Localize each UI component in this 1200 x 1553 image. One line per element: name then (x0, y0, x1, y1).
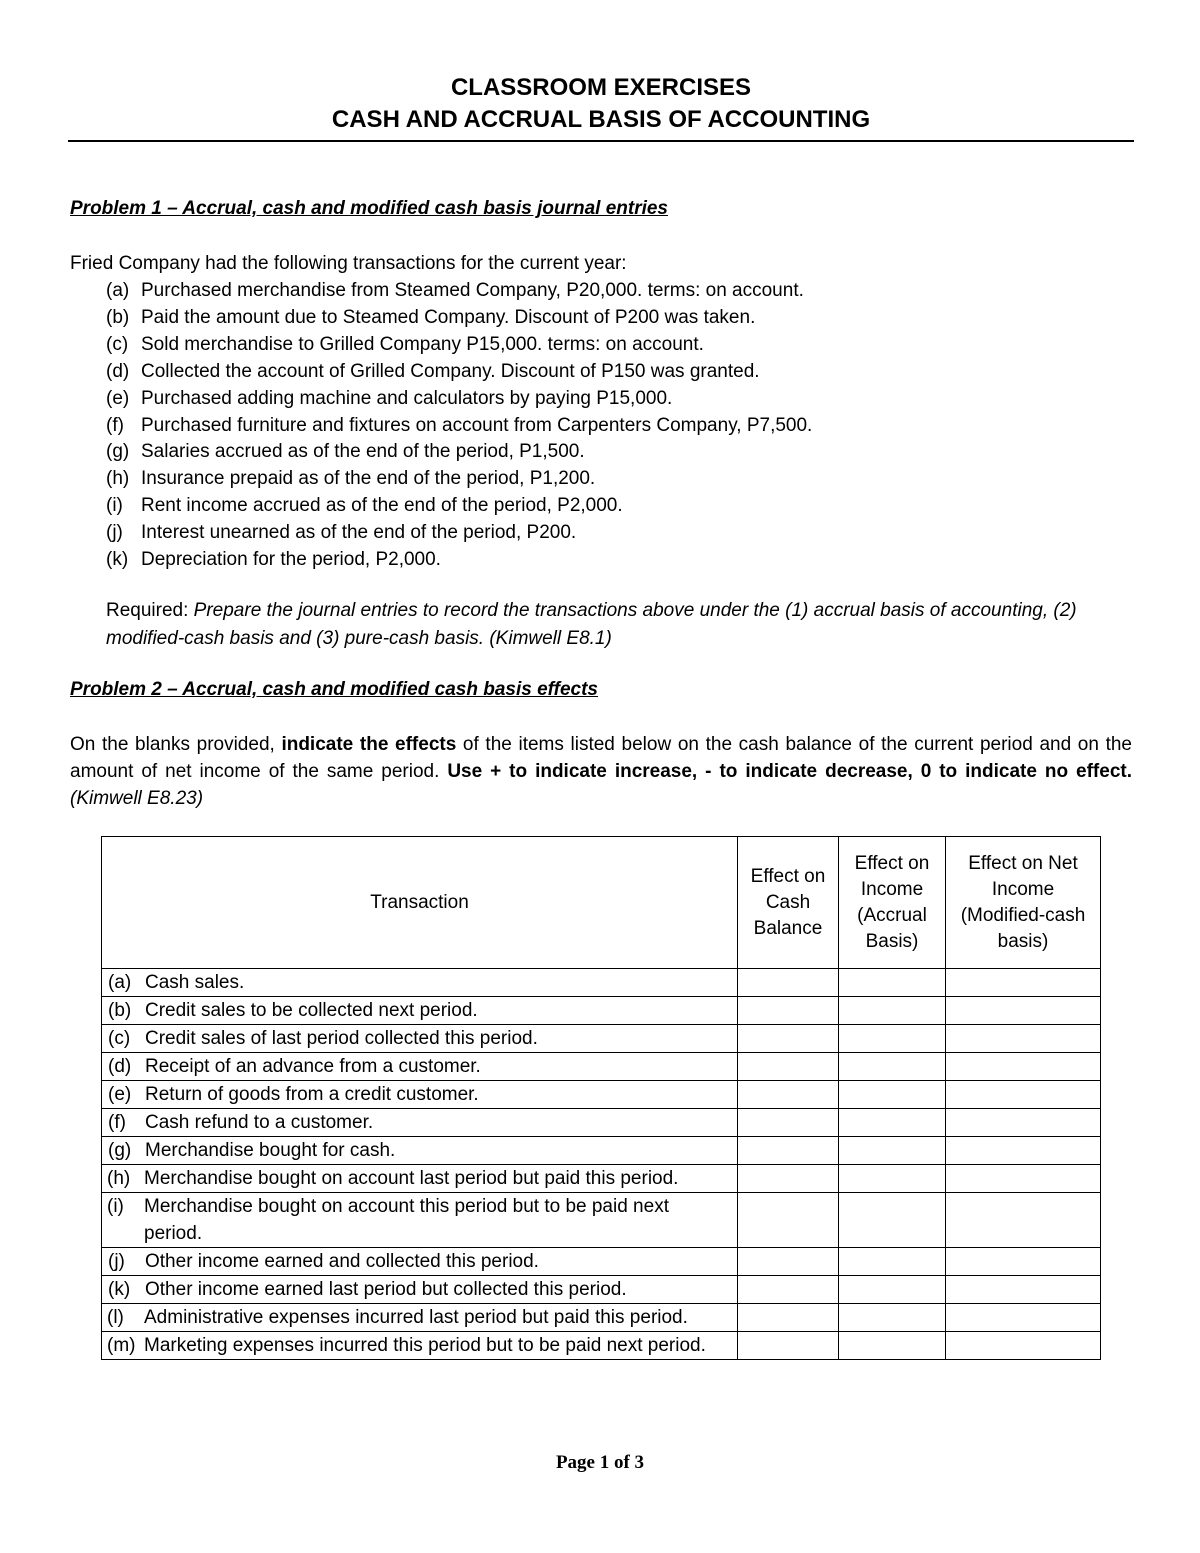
effect-cash-cell[interactable] (738, 1193, 839, 1248)
row-label: (a) (108, 972, 132, 993)
transaction-cell (102, 1081, 738, 1109)
effect-income-accrual-cell[interactable] (839, 1025, 946, 1053)
table-row (102, 1193, 1101, 1248)
effect-income-accrual-cell[interactable] (839, 1053, 946, 1081)
problem-1-heading: Problem 1 – Accrual, cash and modified cash basis journal entries (70, 198, 668, 219)
effect-income-accrual-cell[interactable] (839, 1276, 946, 1304)
transaction-label: (g) (106, 441, 130, 463)
table-row (102, 1165, 1101, 1193)
transaction-cell (102, 1276, 738, 1304)
transaction-item (106, 413, 812, 440)
problem-1-transaction-list (106, 278, 812, 574)
transaction-label: (a) (106, 280, 130, 301)
effect-cash-cell[interactable] (738, 1053, 839, 1081)
effect-net-income-modified-cell[interactable] (946, 1193, 1101, 1248)
transaction-cell (102, 1109, 738, 1137)
problem-1-required (106, 597, 1134, 653)
transaction-text: Sold merchandise to Grilled Company P15,000. terms: on account. (141, 333, 704, 355)
transaction-text: Depreciation for the period, P2,000. (141, 549, 441, 571)
table-row (102, 1025, 1101, 1053)
transaction-label: (b) (106, 306, 130, 328)
row-label: (f) (108, 1112, 126, 1133)
table-row (102, 1276, 1101, 1304)
transaction-cell (102, 997, 738, 1025)
problem-2-heading: Problem 2 – Accrual, cash and modified cash basis effects (70, 679, 598, 700)
effect-net-income-modified-cell[interactable] (946, 1025, 1101, 1053)
row-label: (c) (108, 1028, 131, 1049)
table-row (102, 1248, 1101, 1276)
header-cash-balance: Effect on Cash Balance (738, 837, 839, 969)
effect-cash-cell[interactable] (738, 1109, 839, 1137)
row-text: Credit sales to be collected next period. (145, 1000, 478, 1021)
row-text: Other income earned and collected this period. (145, 1251, 539, 1272)
table-row (102, 997, 1101, 1025)
transaction-cell (102, 1248, 738, 1276)
row-label: (h) (107, 1168, 131, 1189)
effect-cash-cell[interactable] (738, 1304, 839, 1332)
effect-cash-cell[interactable] (738, 1165, 839, 1193)
intro-text-2: of the items listed below on the cash balance of the current period and on the amount of net income of the same period. (70, 734, 1132, 782)
effect-net-income-modified-cell[interactable] (946, 1276, 1101, 1304)
row-label: (g) (108, 1140, 132, 1161)
transaction-text: Salaries accrued as of the end of the period, P1,500. (141, 441, 585, 463)
row-text: Receipt of an advance from a customer. (145, 1056, 481, 1077)
effect-net-income-modified-cell[interactable] (946, 1053, 1101, 1081)
problem-1-intro: Fried Company had the following transactions for the current year: (70, 253, 627, 274)
title-line-2: CASH AND ACCRUAL BASIS OF ACCOUNTING (331, 106, 871, 133)
transaction-item (106, 305, 812, 332)
intro-reference: (Kimwell E8.23) (70, 788, 204, 809)
transaction-label: (k) (106, 549, 129, 571)
required-text: Prepare the journal entries to record the transactions above under the (1) accrual basis of accounting, (2) modified-cash basis and (3) pure-cash basis. (Kimwell E8.1) (106, 600, 1077, 649)
table-row (102, 1137, 1101, 1165)
transaction-label: (f) (106, 414, 124, 436)
effect-net-income-modified-cell[interactable] (946, 1081, 1101, 1109)
transaction-label: (c) (106, 333, 129, 355)
transaction-cell (102, 969, 738, 997)
row-label: (d) (108, 1056, 132, 1077)
row-text: Merchandise bought on account last period but paid this period. (144, 1168, 679, 1189)
row-text: Cash refund to a customer. (145, 1112, 374, 1133)
transaction-label: (h) (106, 468, 130, 490)
transaction-item (106, 520, 812, 547)
header-transaction: Transaction (102, 837, 738, 969)
effect-income-accrual-cell[interactable] (839, 1332, 946, 1360)
effect-net-income-modified-cell[interactable] (946, 997, 1101, 1025)
effect-cash-cell[interactable] (738, 969, 839, 997)
row-text: Merchandise bought on account this period but to be paid next period. (144, 1196, 669, 1244)
row-text: Return of goods from a credit customer. (145, 1084, 479, 1105)
effects-table-body (102, 969, 1101, 1360)
transaction-text: Interest unearned as of the end of the period, P200. (141, 522, 577, 544)
row-label: (e) (108, 1084, 132, 1105)
transaction-text: Purchased adding machine and calculators by paying P15,000. (141, 387, 673, 409)
intro-bold-legend: Use + to indicate increase, - to indicate decrease, 0 to indicate no effect. (447, 761, 1132, 782)
title-divider (68, 140, 1134, 142)
row-text: Marketing expenses incurred this period but to be paid next period. (144, 1335, 706, 1356)
row-text: Administrative expenses incurred last period but paid this period. (144, 1307, 688, 1328)
row-label: (m) (107, 1335, 136, 1356)
transaction-item (106, 332, 812, 359)
effect-cash-cell[interactable] (738, 1276, 839, 1304)
row-label: (l) (107, 1307, 124, 1328)
intro-text: On the blanks provided, (70, 734, 282, 755)
row-text: Merchandise bought for cash. (145, 1140, 396, 1161)
effect-net-income-modified-cell[interactable] (946, 1165, 1101, 1193)
effect-cash-cell[interactable] (738, 997, 839, 1025)
transaction-cell (102, 1332, 738, 1360)
transaction-cell (102, 1193, 738, 1248)
effect-income-accrual-cell[interactable] (839, 997, 946, 1025)
problem-2-intro (70, 731, 1132, 812)
transaction-cell (102, 1137, 738, 1165)
page-number: Page 1 of 3 (555, 1452, 645, 1473)
row-label: (b) (108, 1000, 132, 1021)
required-label: Required: (106, 600, 189, 621)
transaction-label: (j) (106, 522, 123, 544)
header-income-accrual: Effect on Income (Accrual Basis) (839, 837, 946, 969)
transaction-text: Paid the amount due to Steamed Company. Discount of P200 was taken. (141, 306, 756, 328)
transaction-text: Rent income accrued as of the end of the period, P2,000. (141, 495, 623, 517)
document-title (68, 72, 1134, 136)
table-row (102, 1081, 1101, 1109)
table-row (102, 1332, 1101, 1360)
effect-income-accrual-cell[interactable] (839, 1193, 946, 1248)
transaction-item (106, 386, 812, 413)
effect-income-accrual-cell[interactable] (839, 1304, 946, 1332)
transaction-text: Collected the account of Grilled Company. Discount of P150 was granted. (141, 360, 760, 382)
effects-table-header (102, 837, 1101, 969)
effect-net-income-modified-cell[interactable] (946, 1332, 1101, 1360)
header-net-income-modified: Effect on Net Income (Modified-cash basis) (946, 837, 1101, 969)
effects-table (101, 836, 1101, 1360)
effect-cash-cell[interactable] (738, 1081, 839, 1109)
table-row (102, 969, 1101, 997)
transaction-label: (e) (106, 387, 130, 409)
effect-cash-cell[interactable] (738, 1332, 839, 1360)
effect-net-income-modified-cell[interactable] (946, 1248, 1101, 1276)
transaction-label: (i) (106, 495, 123, 517)
table-row (102, 1053, 1101, 1081)
transaction-item (106, 359, 812, 386)
effect-cash-cell[interactable] (738, 1137, 839, 1165)
intro-bold-effects: indicate the effects (281, 734, 457, 755)
transaction-item (106, 493, 812, 520)
row-label: (j) (108, 1251, 125, 1272)
row-text: Cash sales. (145, 972, 245, 993)
effect-net-income-modified-cell[interactable] (946, 1109, 1101, 1137)
transaction-cell (102, 1025, 738, 1053)
transaction-cell (102, 1304, 738, 1332)
effect-cash-cell[interactable] (738, 1025, 839, 1053)
effect-net-income-modified-cell[interactable] (946, 1304, 1101, 1332)
transaction-item (106, 547, 812, 574)
transaction-item (106, 439, 812, 466)
row-label: (k) (108, 1279, 131, 1300)
effect-income-accrual-cell[interactable] (839, 969, 946, 997)
effect-net-income-modified-cell[interactable] (946, 1137, 1101, 1165)
transaction-cell (102, 1165, 738, 1193)
title-line-1: CLASSROOM EXERCISES (450, 74, 752, 101)
effect-income-accrual-cell[interactable] (839, 1137, 946, 1165)
transaction-item (106, 466, 812, 493)
transaction-text: Purchased furniture and fixtures on account from Carpenters Company, P7,500. (141, 414, 813, 436)
table-row (102, 1109, 1101, 1137)
effect-net-income-modified-cell[interactable] (946, 969, 1101, 997)
transaction-text: Insurance prepaid as of the end of the period, P1,200. (141, 468, 596, 490)
effect-income-accrual-cell[interactable] (839, 1109, 946, 1137)
table-row (102, 1304, 1101, 1332)
effect-income-accrual-cell[interactable] (839, 1081, 946, 1109)
transaction-cell (102, 1053, 738, 1081)
effect-income-accrual-cell[interactable] (839, 1248, 946, 1276)
transaction-text: Purchased merchandise from Steamed Company, P20,000. terms: on account. (141, 280, 804, 301)
row-text: Other income earned last period but collected this period. (145, 1279, 627, 1300)
effect-income-accrual-cell[interactable] (839, 1165, 946, 1193)
row-label: (i) (107, 1196, 124, 1217)
transaction-item (106, 278, 812, 305)
row-text: Credit sales of last period collected this period. (145, 1028, 538, 1049)
transaction-label: (d) (106, 360, 130, 382)
effect-cash-cell[interactable] (738, 1248, 839, 1276)
